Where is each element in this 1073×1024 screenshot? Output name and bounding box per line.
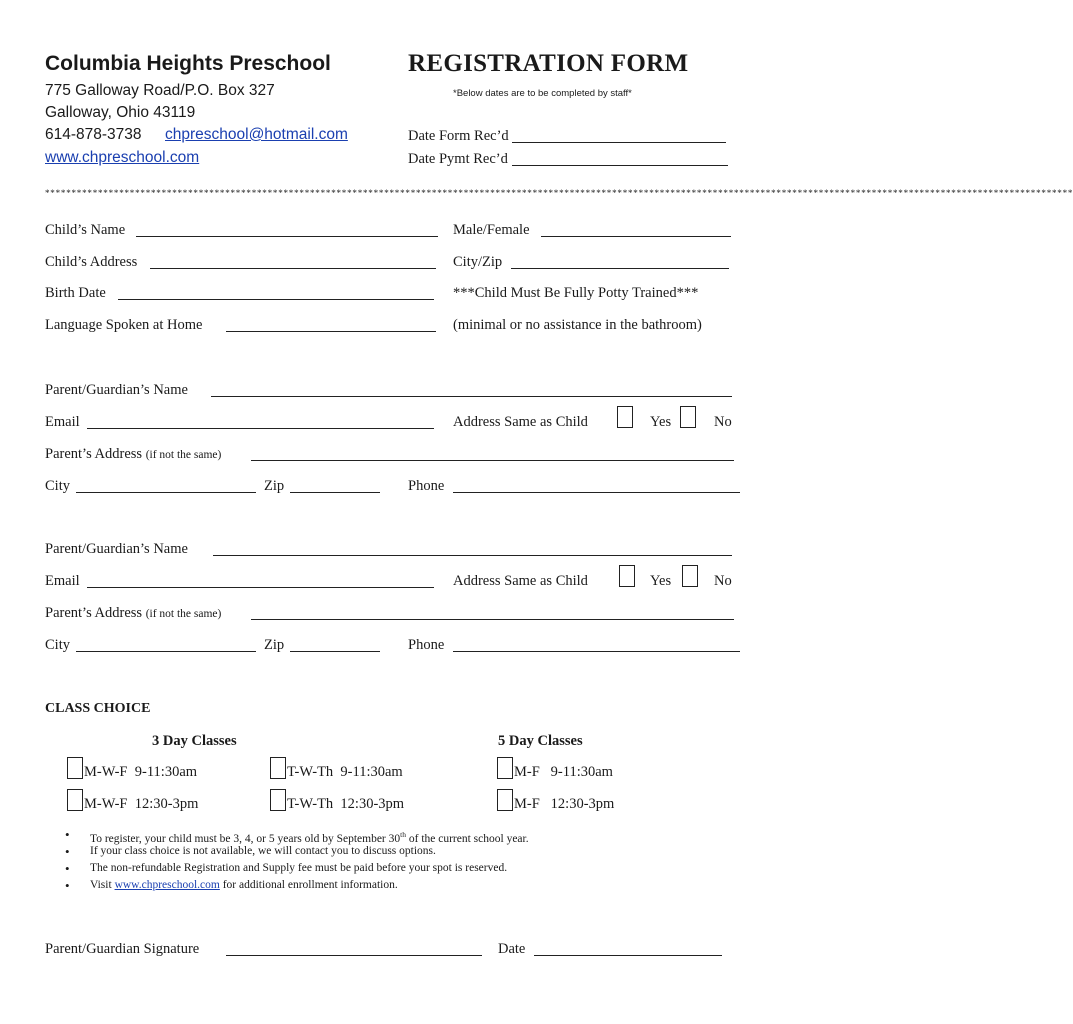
parent2-address-note: (if not the same): [145, 608, 222, 620]
city-zip-label: City/Zip: [453, 254, 503, 270]
parent1-address-note: (if not the same): [145, 449, 222, 461]
parent2-address-label: Parent’s Address (if not the same): [45, 605, 222, 621]
bathroom-note: (minimal or no assistance in the bathroom): [453, 317, 702, 333]
address-line-1: 775 Galloway Road/P.O. Box 327: [45, 82, 275, 99]
note-age-requirement: • To register, your child must be 3, 4, or 5 years old by September 30th of the current school year.: [65, 826, 529, 843]
separator-stars: **************************************************************************************************************************************************************************************************: [45, 188, 1073, 198]
parent2-phone-field[interactable]: [453, 651, 740, 652]
parent1-zip-field[interactable]: [290, 492, 380, 493]
language-field[interactable]: [226, 331, 436, 332]
website-link[interactable]: www.chpreschool.com: [45, 149, 200, 166]
parent2-zip-field[interactable]: [290, 651, 380, 652]
childs-name-field[interactable]: [136, 236, 438, 237]
class-twth-am-label: T-W-Th 9-11:30am: [287, 764, 403, 780]
signature-field[interactable]: [226, 955, 482, 956]
class-mf-am-checkbox[interactable]: [497, 757, 513, 779]
parent1-same-address-label: Address Same as Child: [453, 414, 588, 430]
birth-date-field[interactable]: [118, 299, 434, 300]
class-twth-pm-checkbox[interactable]: [270, 789, 286, 811]
potty-trained-note: ***Child Must Be Fully Potty Trained***: [453, 285, 699, 301]
note-visit-website: • Visit www.chpreschool.com for additional enrollment information.: [65, 877, 529, 894]
staff-note: *Below dates are to be completed by staff*: [453, 88, 632, 99]
parent1-yes-label: Yes: [650, 414, 672, 430]
signature-date-label: Date: [498, 941, 526, 957]
parent2-no-checkbox[interactable]: [682, 565, 698, 587]
date-form-field[interactable]: [512, 142, 726, 143]
date-pymt-label: Date Pymt Rec’d: [408, 151, 508, 167]
parent2-city-field[interactable]: [76, 651, 256, 652]
signature-date-field[interactable]: [534, 955, 722, 956]
note-class-availability: • If your class choice is not available, we will contact you to discuss options.: [65, 843, 529, 860]
class-mwf-pm-label: M-W-F 12:30-3pm: [84, 796, 199, 812]
language-label: Language Spoken at Home: [45, 317, 203, 333]
phone-number: 614-878-3738: [45, 126, 142, 143]
parent1-yes-checkbox[interactable]: [617, 406, 633, 428]
class-mwf-pm-checkbox[interactable]: [67, 789, 83, 811]
parent2-yes-checkbox[interactable]: [619, 565, 635, 587]
gender-field[interactable]: [541, 236, 731, 237]
parent2-zip-label: Zip: [264, 637, 285, 653]
parent1-zip-label: Zip: [264, 478, 285, 494]
childs-address-label: Child’s Address: [45, 254, 138, 270]
class-twth-pm-label: T-W-Th 12:30-3pm: [287, 796, 405, 812]
parent2-no-label: No: [714, 573, 732, 589]
parent2-phone-label: Phone: [408, 637, 445, 653]
three-day-heading: 3 Day Classes: [152, 733, 237, 749]
note-registration-fee: • The non-refundable Registration and Supply fee must be paid before your spot is reserved.: [65, 860, 529, 877]
registration-notes-list: [65, 826, 529, 894]
parent1-address-label: Parent’s Address (if not the same): [45, 446, 222, 462]
signature-label: Parent/Guardian Signature: [45, 941, 200, 957]
notes-website-link[interactable]: www.chpreschool.com: [114, 879, 220, 891]
date-form-label: Date Form Rec’d: [408, 128, 509, 144]
parent2-city-label: City: [45, 637, 70, 653]
parent2-name-label: Parent/Guardian’s Name: [45, 541, 188, 557]
parent1-email-field[interactable]: [87, 428, 434, 429]
parent1-address-field[interactable]: [251, 460, 734, 461]
parent2-yes-label: Yes: [650, 573, 672, 589]
email-link[interactable]: chpreschool@hotmail.com: [165, 126, 348, 143]
parent1-name-field[interactable]: [211, 396, 732, 397]
childs-address-field[interactable]: [150, 268, 436, 269]
class-mf-am-label: M-F 9-11:30am: [514, 764, 613, 780]
parent1-no-checkbox[interactable]: [680, 406, 696, 428]
class-mwf-am-checkbox[interactable]: [67, 757, 83, 779]
parent2-same-address-label: Address Same as Child: [453, 573, 588, 589]
parent2-address-field[interactable]: [251, 619, 734, 620]
class-mf-pm-label: M-F 12:30-3pm: [514, 796, 615, 812]
parent1-name-label: Parent/Guardian’s Name: [45, 382, 188, 398]
birth-date-label: Birth Date: [45, 285, 106, 301]
parent2-name-field[interactable]: [213, 555, 732, 556]
parent1-email-label: Email: [45, 414, 80, 430]
parent2-email-field[interactable]: [87, 587, 434, 588]
class-choice-heading: CLASS CHOICE: [45, 701, 151, 716]
parent1-phone-field[interactable]: [453, 492, 740, 493]
school-name: Columbia Heights Preschool: [45, 52, 331, 75]
date-pymt-field[interactable]: [512, 165, 728, 166]
parent1-no-label: No: [714, 414, 732, 430]
parent1-city-field[interactable]: [76, 492, 256, 493]
class-twth-am-checkbox[interactable]: [270, 757, 286, 779]
city-zip-field[interactable]: [511, 268, 729, 269]
class-mf-pm-checkbox[interactable]: [497, 789, 513, 811]
address-line-2: Galloway, Ohio 43119: [45, 104, 196, 121]
parent1-city-label: City: [45, 478, 70, 494]
parent2-email-label: Email: [45, 573, 80, 589]
gender-label: Male/Female: [453, 222, 530, 238]
form-title: REGISTRATION FORM: [408, 50, 689, 77]
five-day-heading: 5 Day Classes: [498, 733, 583, 749]
parent1-phone-label: Phone: [408, 478, 445, 494]
childs-name-label: Child’s Name: [45, 222, 126, 238]
class-mwf-am-label: M-W-F 9-11:30am: [84, 764, 198, 780]
